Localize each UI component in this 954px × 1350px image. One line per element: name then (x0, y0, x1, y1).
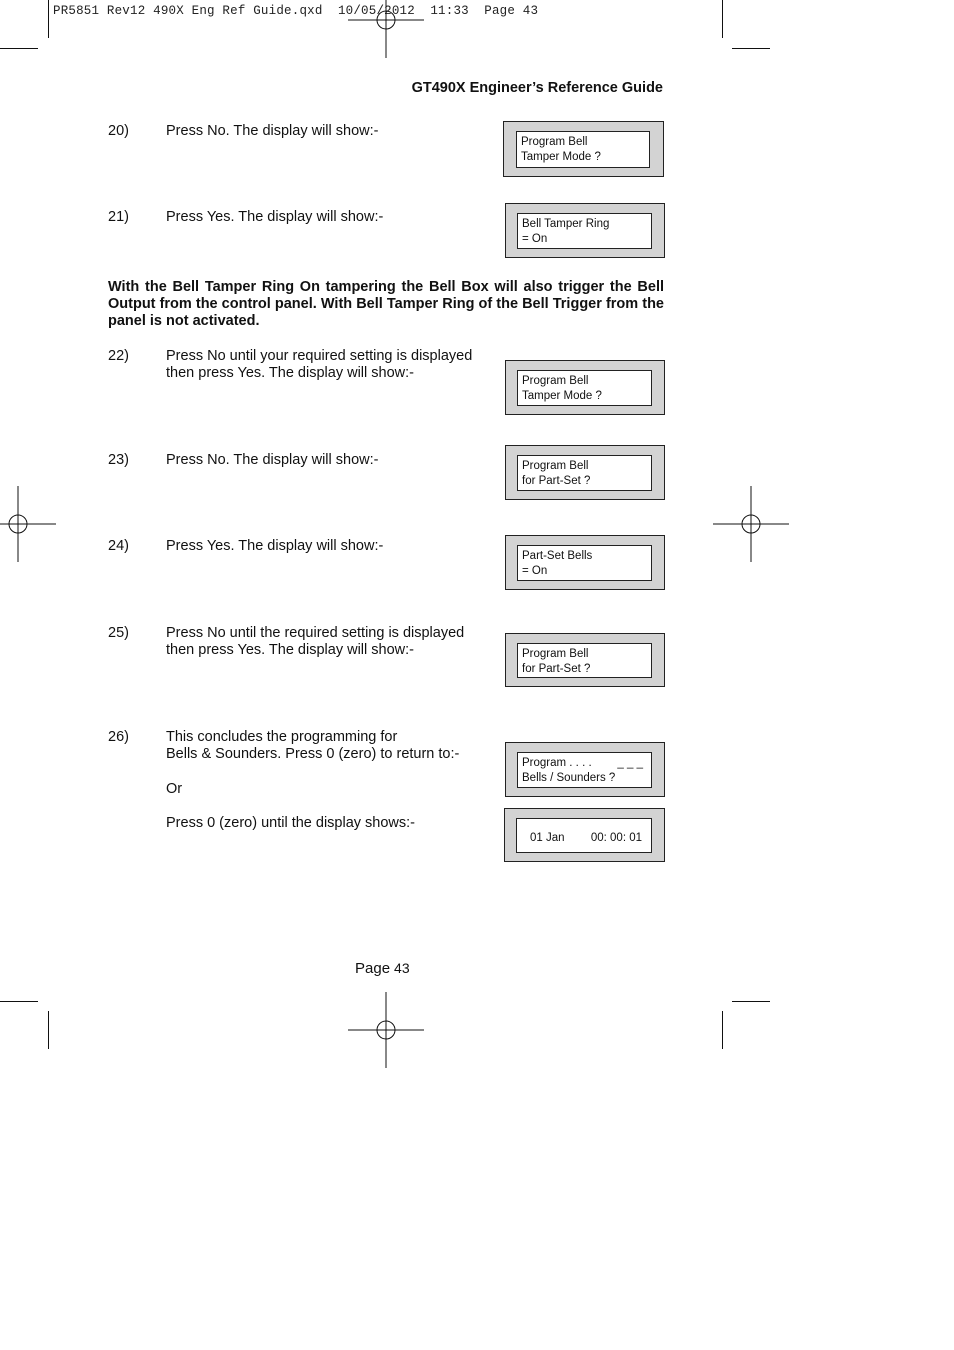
step-line: then press Yes. The display will show:- (166, 365, 414, 381)
step-line (166, 763, 486, 781)
lcd-display-clock (504, 808, 665, 862)
lcd-line-1: Program Bell (521, 136, 588, 148)
lcd-line-1: Part-Set Bells (522, 550, 593, 562)
crop-mark (0, 1001, 38, 1002)
lcd-display (505, 360, 665, 415)
step-text (166, 452, 486, 469)
lcd-line-1 (522, 756, 647, 771)
step-line: then press Yes. The display will show:- (166, 642, 414, 658)
step-text (166, 538, 486, 555)
lcd-line-2: = On (522, 565, 548, 577)
step-number: 25) (108, 625, 129, 641)
crop-mark (732, 1001, 770, 1002)
step-line: Press Yes. The display will show:- (166, 538, 384, 554)
print-slug: PR5851 Rev12 490X Eng Ref Guide.qxd 10/05/2012 11:33 Page 43 (53, 4, 539, 18)
step-line: Press No. The display will show:- (166, 452, 379, 468)
lcd-line-2: Tamper Mode ? (522, 390, 602, 402)
step-line: Press No. The display will show:- (166, 123, 379, 139)
lcd-screen (516, 131, 650, 168)
lcd-screen (517, 643, 652, 678)
step-text (166, 729, 486, 832)
lcd-display (505, 633, 665, 687)
page-number: 43 (394, 960, 410, 976)
lcd-screen (517, 370, 652, 406)
lcd-line-2: Bells / Sounders ? (522, 772, 616, 784)
lcd-time: 00: 00: 01 (590, 832, 642, 844)
step-line: Press Yes. The display will show:- (166, 209, 384, 225)
step-line: Bells & Sounders. Press 0 (zero) to return to:- (166, 746, 460, 762)
lcd-display (505, 535, 665, 590)
crop-mark (722, 0, 723, 38)
step-number: 20) (108, 123, 129, 139)
lcd-screen (517, 213, 652, 249)
lcd-display (505, 742, 665, 797)
running-header: GT490X Engineer’s Reference Guide (411, 80, 663, 96)
lcd-display (505, 203, 665, 258)
lcd-line-1-text: Program . . . . (522, 757, 592, 769)
crop-mark (48, 1011, 49, 1049)
page-label: Page (355, 960, 391, 977)
lcd-line-1: Program Bell (522, 460, 589, 472)
step-line: Press No until your required setting is displayed (166, 348, 473, 364)
step-text (166, 348, 486, 382)
lcd-screen (517, 545, 652, 581)
lcd-line-2: Tamper Mode ? (521, 151, 601, 163)
lcd-line-2: for Part-Set ? (522, 475, 591, 487)
lcd-line-2: = On (522, 233, 548, 245)
crop-mark (732, 48, 770, 49)
lcd-date: 01 Jan (530, 832, 565, 844)
step-line (166, 798, 486, 815)
step-number: 22) (108, 348, 129, 364)
lcd-display (505, 445, 665, 500)
crop-mark (48, 0, 49, 38)
lcd-screen (517, 455, 652, 491)
registration-mark-top (348, 0, 424, 58)
crop-mark (722, 1011, 723, 1049)
step-line: Press No until the required setting is displayed (166, 625, 465, 641)
step-line: Press 0 (zero) until the display shows:- (166, 815, 416, 831)
lcd-screen (516, 818, 652, 853)
registration-mark-right (713, 486, 789, 562)
lcd-line-2: for Part-Set ? (522, 663, 591, 675)
step-line-or: Or (166, 781, 183, 797)
step-text (166, 123, 486, 140)
step-text (166, 625, 486, 659)
page-footer (355, 960, 410, 977)
step-line: This concludes the programming for (166, 729, 398, 745)
step-number: 23) (108, 452, 129, 468)
lcd-display (503, 121, 664, 177)
lcd-line-1: Program Bell (522, 375, 589, 387)
step-number: 21) (108, 209, 129, 225)
step-number: 24) (108, 538, 129, 554)
lcd-line-1: Program Bell (522, 648, 589, 660)
crop-mark (0, 48, 38, 49)
lcd-screen (517, 752, 652, 788)
registration-mark-bottom (348, 992, 424, 1068)
bell-tamper-note: With the Bell Tamper Ring On tampering the Bell Box will also trigger the Bell Output from the control panel. With Bell Tamper Ring of the Bell Trigger from the panel is not activated. (108, 279, 664, 329)
lcd-cursor-marks: _ _ _ (617, 757, 643, 769)
lcd-line-1: Bell Tamper Ring (522, 218, 610, 230)
step-text (166, 209, 486, 226)
step-number: 26) (108, 729, 129, 745)
registration-mark-left (0, 486, 56, 562)
